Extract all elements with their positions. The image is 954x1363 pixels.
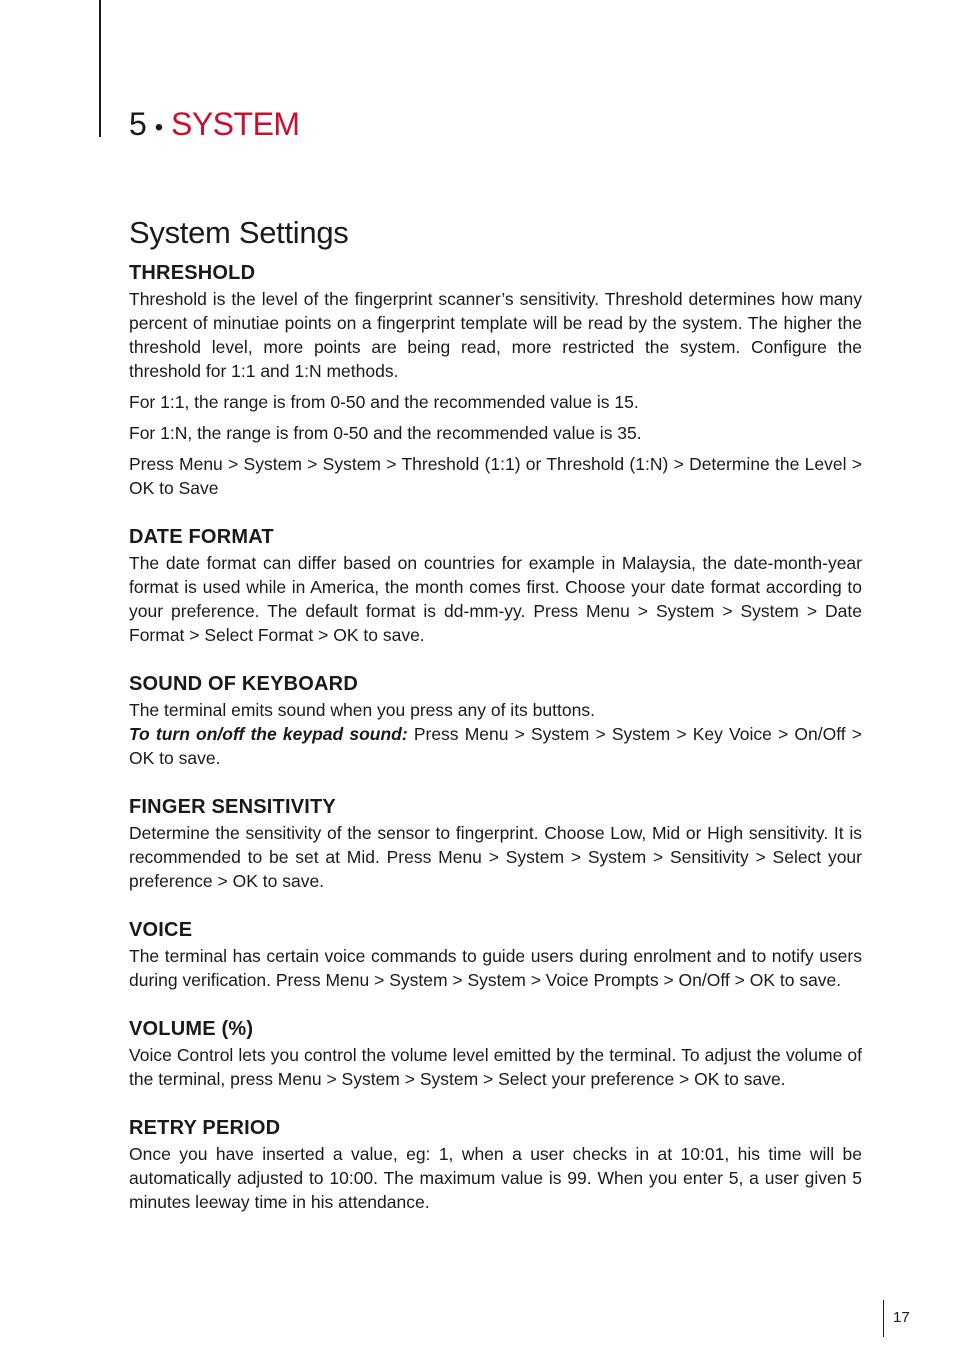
threshold-paragraph: For 1:1, the range is from 0-50 and the recommended value is 15. — [129, 392, 639, 412]
threshold-paragraph: For 1:N, the range is from 0-50 and the recommended value is 35. — [129, 423, 642, 443]
threshold-paragraph: Press Menu > System > System > Threshold (1:1) or Threshold (1:N) > Determine the Level > OK to Save — [129, 454, 862, 498]
volume-heading: VOLUME (%) — [129, 1018, 254, 1040]
finger-sensitivity-heading: FINGER SENSITIVITY — [129, 796, 336, 818]
page-number: 17 — [893, 1309, 910, 1326]
keypad-sound-steps: Press Menu > System > System > Key Voice > On/Off > OK to save. — [129, 724, 862, 768]
voice-heading: VOICE — [129, 919, 193, 941]
chapter-separator: • — [154, 114, 163, 141]
date-format-heading: DATE FORMAT — [129, 526, 274, 548]
threshold-section — [129, 259, 862, 500]
finger-sensitivity-paragraph: Determine the sensitivity of the sensor to fingerprint. Choose Low, Mid or High sensitivity. It is recommended to be set at Mid. Press Menu > System > System > Sensitivity > Select your preference > OK to save. — [129, 823, 862, 891]
voice-paragraph: The terminal has certain voice commands to guide users during enrolment and to notify users during verification. Press Menu > System > System > Voice Prompts > On/Off > OK to save. — [129, 946, 862, 990]
voice-section — [129, 916, 862, 992]
section-title: System Settings — [129, 215, 349, 250]
sound-of-keyboard-heading: SOUND OF KEYBOARD — [129, 673, 358, 695]
chapter-heading — [129, 104, 300, 148]
keypad-sound-instruction — [129, 722, 862, 770]
retry-period-section — [129, 1114, 862, 1214]
retry-period-paragraph: Once you have inserted a value, eg: 1, when a user checks in at 10:01, his time will be automatically adjusted to 10:00. The maximum value is 99. When you enter 5, a user given 5 minutes leeway time in his attendance. — [129, 1144, 862, 1212]
chapter-number: 5 — [129, 106, 147, 142]
threshold-heading: THRESHOLD — [129, 262, 256, 284]
sound-of-keyboard-paragraph: The terminal emits sound when you press any of its buttons. — [129, 700, 595, 720]
date-format-paragraph: The date format can differ based on countries for example in Malaysia, the date-month-year format is used while in America, the month comes first. Choose your date format according to your preference. The default format is dd-mm-yy. Press Menu > System > System > Date Format > Select Format > OK to save. — [129, 553, 862, 645]
chapter-name: SYSTEM — [170, 106, 300, 142]
page-number-rule — [883, 1300, 884, 1337]
volume-section — [129, 1015, 862, 1091]
chapter-rule — [99, 0, 101, 137]
retry-period-heading: RETRY PERIOD — [129, 1117, 281, 1139]
page-content — [129, 259, 862, 1237]
sound-of-keyboard-section — [129, 670, 862, 770]
finger-sensitivity-section — [129, 793, 862, 893]
threshold-paragraph: Threshold is the level of the fingerprint scanner’s sensitivity. Threshold determines how many percent of minutiae points on a fingerprint template will be read by the system. The higher the threshold level, more points are being read, more restricted the system. Configure the threshold for 1:1 and 1:N methods. — [129, 289, 862, 381]
keypad-sound-lead: To turn on/off the keypad sound: — [129, 724, 408, 744]
volume-paragraph: Voice Control lets you control the volume level emitted by the terminal. To adjust the volume of the terminal, press Menu > System > System > Select your preference > OK to save. — [129, 1045, 862, 1089]
date-format-section — [129, 523, 862, 647]
